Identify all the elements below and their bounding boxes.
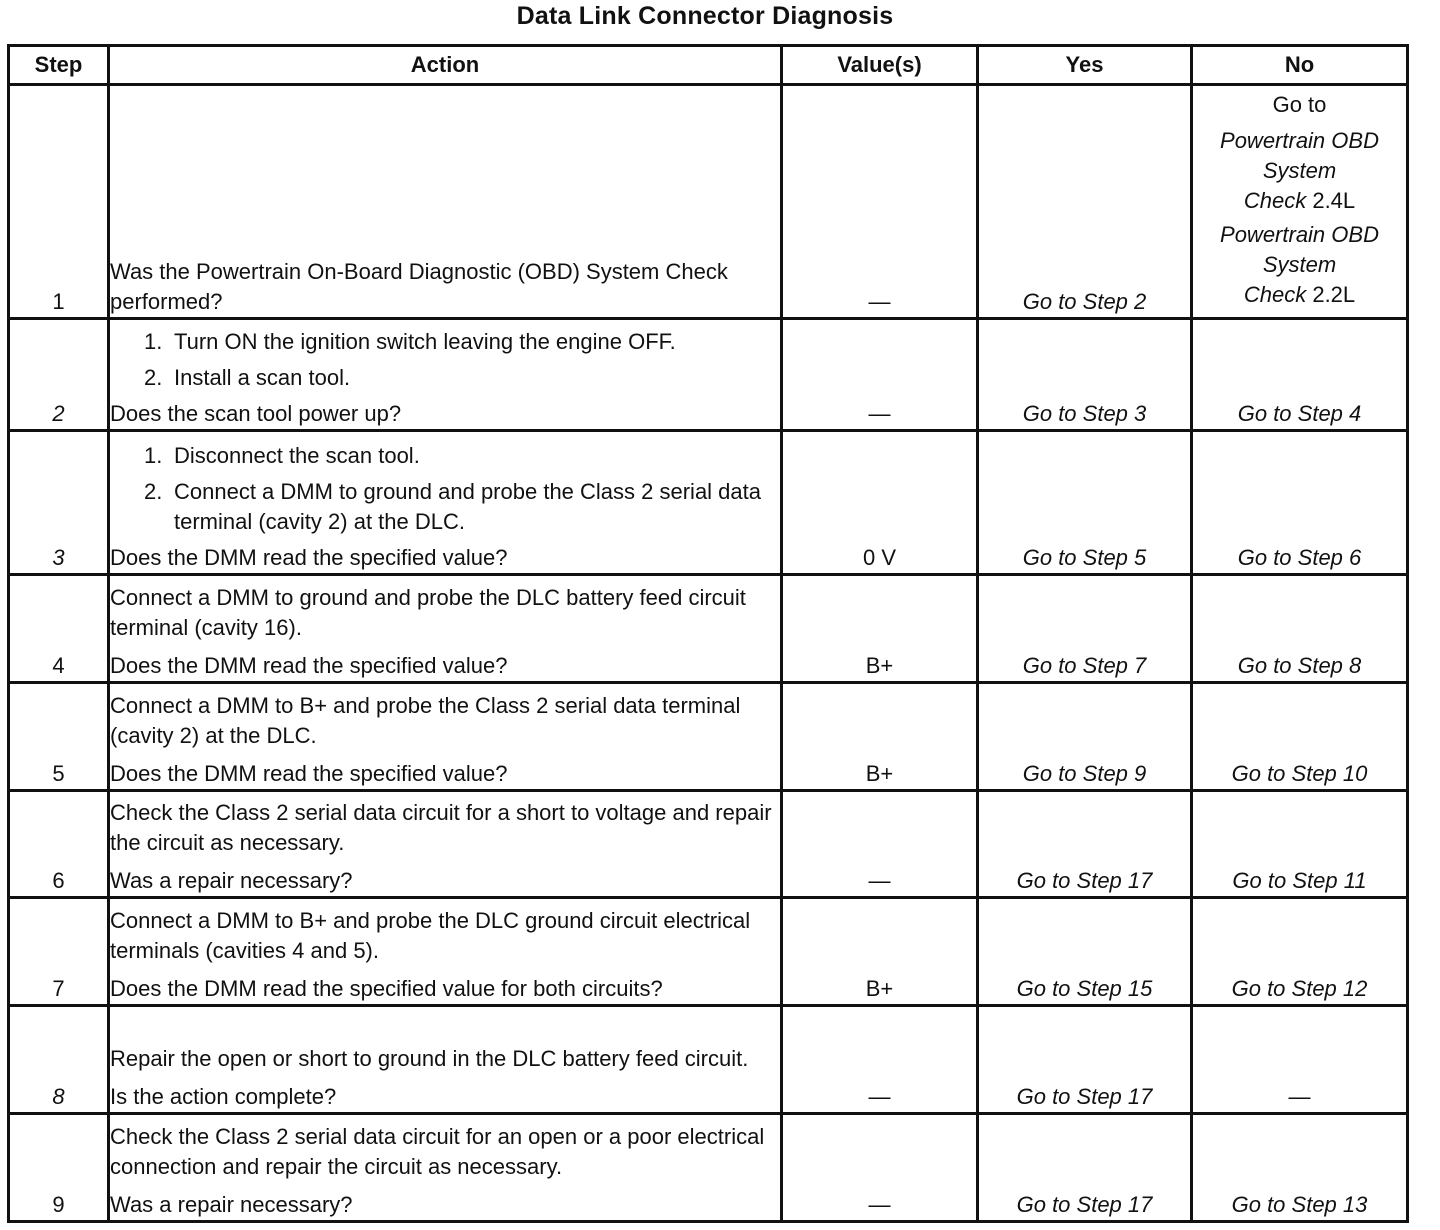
table-row — [9, 1006, 1408, 1114]
action-cell — [109, 1114, 782, 1222]
step-number: 3 — [9, 431, 109, 575]
action-cell — [109, 898, 782, 1006]
step-number: 9 — [9, 1114, 109, 1222]
yes-link[interactable]: Go to Step 17 — [978, 791, 1192, 898]
value-cell: — — [782, 85, 978, 319]
header-row — [9, 46, 1408, 85]
list-item — [144, 441, 780, 471]
ref-line: System — [1262, 252, 1337, 277]
action-question: Was a repair necessary? — [110, 868, 353, 893]
yes-link[interactable]: Go to Step 5 — [978, 431, 1192, 575]
value-cell: B+ — [782, 898, 978, 1006]
no-link[interactable]: Go to Step 8 — [1192, 575, 1408, 683]
no-link-obd-2-2l[interactable] — [1193, 220, 1406, 310]
header-yes: Yes — [978, 46, 1192, 85]
action-list — [110, 441, 780, 537]
engine-size: 2.2L — [1312, 282, 1356, 307]
yes-link[interactable]: Go to Step 15 — [978, 898, 1192, 1006]
engine-size: 2.4L — [1312, 188, 1356, 213]
list-number: 2. — [144, 479, 163, 504]
list-number: 1. — [144, 443, 163, 468]
value-cell: B+ — [782, 683, 978, 791]
yes-link[interactable]: Go to Step 7 — [978, 575, 1192, 683]
header-action: Action — [109, 46, 782, 85]
diagnosis-table — [7, 44, 1409, 1223]
list-number: 2. — [144, 365, 163, 390]
no-cell — [1192, 85, 1408, 319]
list-text: Turn ON the ignition switch leaving the engine OFF. — [174, 329, 676, 354]
action-instruction: Repair the open or short to ground in the DLC battery feed circuit. — [110, 1046, 749, 1071]
action-question: Does the DMM read the specified value? — [110, 545, 508, 570]
list-item — [144, 363, 780, 393]
list-item — [144, 327, 780, 357]
value-cell: — — [782, 791, 978, 898]
yes-link[interactable]: Go to Step 17 — [978, 1006, 1192, 1114]
action-question: Does the DMM read the specified value for both circuits? — [110, 976, 663, 1001]
list-item — [144, 477, 780, 537]
action-cell — [109, 683, 782, 791]
action-question: Was a repair necessary? — [110, 1192, 353, 1217]
no-link[interactable]: Go to Step 10 — [1192, 683, 1408, 791]
action-cell — [109, 319, 782, 431]
no-link[interactable]: Go to Step 11 — [1192, 791, 1408, 898]
value-cell: — — [782, 1006, 978, 1114]
step-number: 8 — [9, 1006, 109, 1114]
step-number: 5 — [9, 683, 109, 791]
action-question: Does the scan tool power up? — [110, 401, 402, 426]
value-cell: — — [782, 1114, 978, 1222]
table-row — [9, 431, 1408, 575]
action-cell — [109, 1006, 782, 1114]
action-cell — [109, 85, 782, 319]
table-row — [9, 85, 1408, 319]
list-text: Connect a DMM to ground and probe the Class 2 serial data terminal (cavity 2) at the DLC. — [174, 479, 761, 534]
ref-line: Check — [1243, 282, 1307, 307]
action-instruction: Connect a DMM to B+ and probe the Class 2 serial data terminal (cavity 2) at the DLC. — [110, 693, 741, 748]
step-number: 6 — [9, 791, 109, 898]
step-number: 2 — [9, 319, 109, 431]
list-text: Install a scan tool. — [174, 365, 351, 390]
action-question: Was the Powertrain On-Board Diagnostic (OBD) System Check performed? — [110, 259, 728, 314]
no-cell: — — [1192, 1006, 1408, 1114]
ref-line: Powertrain OBD — [1220, 222, 1379, 247]
yes-link[interactable]: Go to Step 2 — [978, 85, 1192, 319]
value-cell: 0 V — [782, 431, 978, 575]
header-no: No — [1192, 46, 1408, 85]
ref-line: Check — [1243, 188, 1307, 213]
action-instruction: Connect a DMM to ground and probe the DLC battery feed circuit terminal (cavity 16). — [110, 585, 746, 640]
no-link[interactable]: Go to Step 13 — [1192, 1114, 1408, 1222]
no-goto-label: Go to — [1272, 92, 1327, 117]
action-cell — [109, 791, 782, 898]
action-question: Does the DMM read the specified value? — [110, 761, 508, 786]
header-values: Value(s) — [782, 46, 978, 85]
table-row — [9, 575, 1408, 683]
list-text: Disconnect the scan tool. — [174, 443, 420, 468]
ref-line: Powertrain OBD — [1220, 128, 1379, 153]
step-number: 1 — [9, 85, 109, 319]
yes-link[interactable]: Go to Step 3 — [978, 319, 1192, 431]
action-question: Is the action complete? — [110, 1084, 337, 1109]
no-link[interactable]: Go to Step 12 — [1192, 898, 1408, 1006]
table-row — [9, 898, 1408, 1006]
no-link[interactable]: Go to Step 4 — [1192, 319, 1408, 431]
action-cell — [109, 575, 782, 683]
step-number: 7 — [9, 898, 109, 1006]
action-list — [110, 327, 780, 393]
step-number: 4 — [9, 575, 109, 683]
table-row — [9, 319, 1408, 431]
table-row — [9, 683, 1408, 791]
action-instruction: Check the Class 2 serial data circuit for a short to voltage and repair the circuit as necessary. — [110, 800, 772, 855]
action-question: Does the DMM read the specified value? — [110, 653, 508, 678]
value-cell: B+ — [782, 575, 978, 683]
action-cell — [109, 431, 782, 575]
action-instruction: Connect a DMM to B+ and probe the DLC ground circuit electrical terminals (cavities 4 and 5). — [110, 908, 751, 963]
value-cell: — — [782, 319, 978, 431]
list-number: 1. — [144, 329, 163, 354]
table-row — [9, 1114, 1408, 1222]
no-link[interactable]: Go to Step 6 — [1192, 431, 1408, 575]
yes-link[interactable]: Go to Step 9 — [978, 683, 1192, 791]
yes-link[interactable]: Go to Step 17 — [978, 1114, 1192, 1222]
table-row — [9, 791, 1408, 898]
header-step: Step — [9, 46, 109, 85]
action-instruction: Check the Class 2 serial data circuit for an open or a poor electrical connection and repair the circuit as necessary. — [110, 1124, 765, 1179]
page-title: Data Link Connector Diagnosis — [516, 2, 894, 30]
no-link-obd-2-4l[interactable] — [1193, 126, 1406, 216]
ref-line: System — [1262, 158, 1337, 183]
